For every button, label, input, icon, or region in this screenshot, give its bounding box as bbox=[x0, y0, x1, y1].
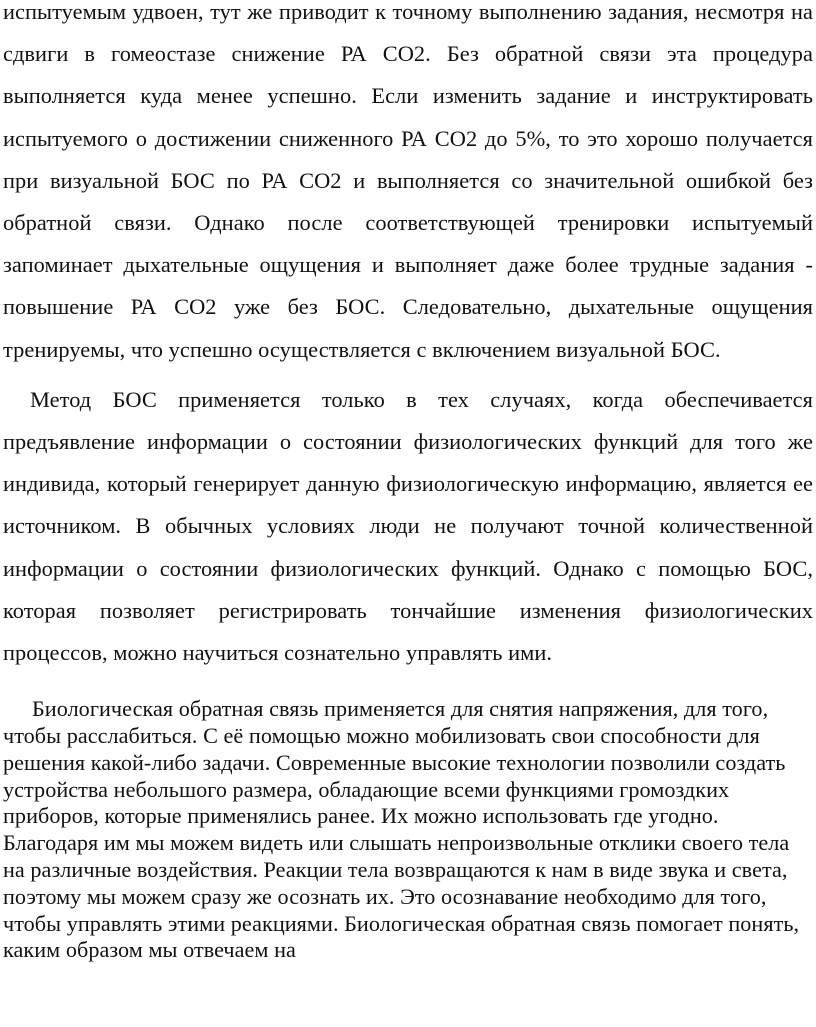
paragraph-biofeedback-uses: Биологическая обратная связь применяется для снятия напряжения, для того, чтобы расслабиться. С её помощью можно мобилизовать свои способности для решения какой-либо задачи. Современные высокие технологии позволили создать устройства небольшого размера, обладающие всеми функциями громоздких приборов, которые применялись ранее. Их можно использовать где угодно. Благодаря им мы можем видеть или слышать непроизвольные отклики своего тела на различные воздействия. Реакции тела возвращаются к нам в виде звука и света, поэтому мы можем сразу же осознать их. Это осознавание необходимо для того, чтобы управлять этими реакциями. Биологическая обратная связь помогает понять, каким образом мы отвечаем на bbox=[3, 696, 800, 963]
paragraph-bos-method: Метод БОС применяется только в тех случаях, когда обеспечивается предъявление информации о состоянии физиологических функций для того же индивида, который генерирует данную физиологическую информацию, является ее источником. В обычных условиях люди не получают точной количественной информации о состоянии физиологических функций. Однако с помощью БОС, которая позволяет регистрировать тончайшие изменения физиологических процессов, можно научиться сознательно управлять ими. bbox=[3, 386, 813, 666]
paragraph-breathing-feedback: испытуемым удвоен, тут же приводит к точному выполнению задания, несмотря на сдвиги в гомеостазе снижение РА СО2. Без обратной связи эта процедура выполняется куда менее успешно. Если изменить задание и инструктировать испытуемого о достижении сниженного РА СО2 до 5%, то это хорошо получается при визуальной БОС по РА СО2 и выполняется со значительной ошибкой без обратной связи. Однако после соответствующей тренировки испытуемый запоминает дыхательные ощущения и выполняет даже более трудные задания - повышение РА СО2 уже без БОС. Следовательно, дыхательные ощущения тренируемы, что успешно осуществляется с включением визуальной БОС. bbox=[3, 0, 813, 362]
